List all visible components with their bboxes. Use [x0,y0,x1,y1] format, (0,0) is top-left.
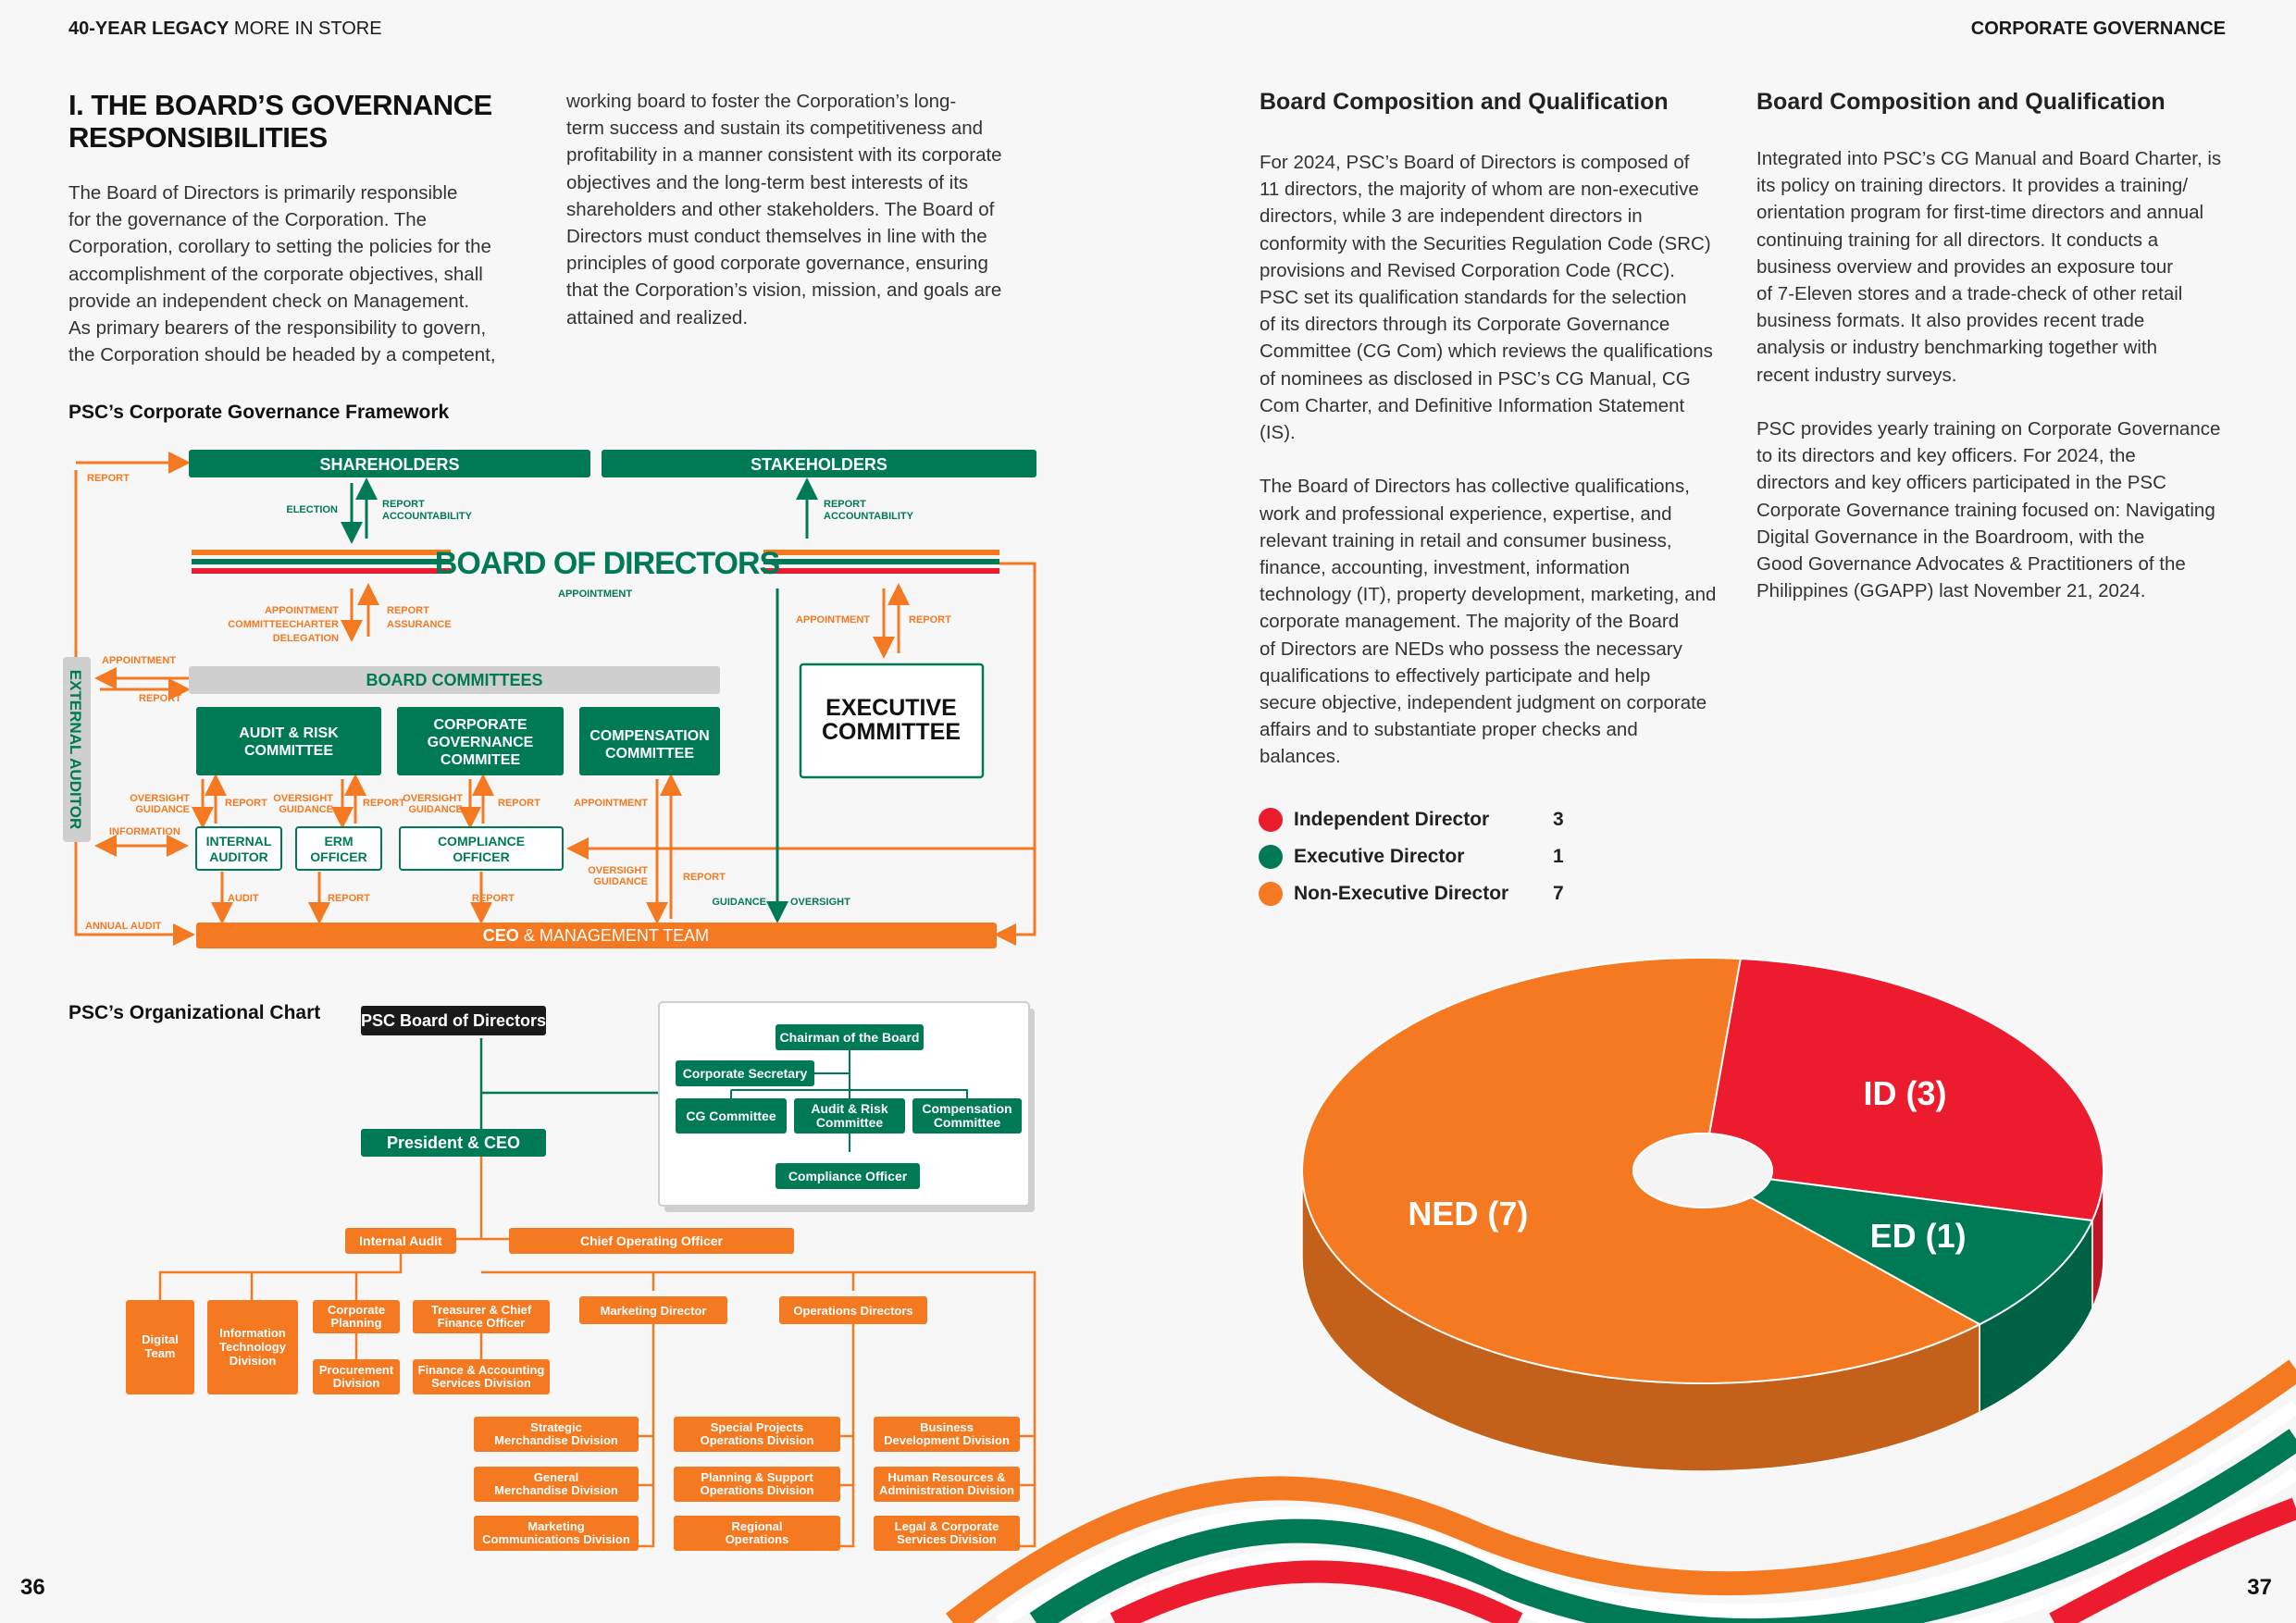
body-line: affairs and to substantiate proper checks and [1260,719,1638,741]
intro-line: objectives and the long-term best interests of its [566,171,969,193]
audit-risk-org-label: Audit & Risk [811,1101,888,1116]
body-line: qualifications to effectively participate and help [1260,664,1651,687]
report-label: REPORT [363,798,405,809]
oversight-guidance-label: OVERSIGHT [403,793,463,804]
it-division-label: Information [219,1326,286,1340]
body-line: Com Charter, and Definitive Information Statement [1260,394,1685,416]
internal-audit-label: Internal Audit [359,1233,442,1248]
body-line: its policy on training directors. It provides a training/ [1756,175,2189,197]
body-spacer [1756,389,2256,415]
appt-charter-label: DELEGATION [272,633,339,644]
planning-support-label: Planning & Support [701,1470,813,1484]
coo-label: Chief Operating Officer [579,1233,724,1248]
body-line: directors and key officers participated in the PSC [1756,472,2166,494]
intro-line: As primary bearers of the responsibility to govern, [68,317,487,340]
intro-column-1 [68,180,531,368]
compliance-officer-label: OFFICER [453,849,510,864]
legal-corp-label: Legal & Corporate [894,1519,999,1533]
pie-slice-label: ID (3) [1863,1074,1947,1113]
legend-value: 7 [1553,883,1564,904]
report-accountability-label: ACCOUNTABILITY [824,511,913,522]
legend-label: Independent Director [1294,809,1490,830]
right-col2-body [1756,145,2256,604]
report-label: REPORT [909,614,951,626]
intro-line: shareholders and other stakeholders. The Board of [566,198,995,220]
oversight-guidance-label: GUIDANCE [135,804,190,815]
body-line: of Directors are NEDs who possess the necessary [1260,638,1682,660]
compliance-officer-label: COMPLIANCE [437,834,526,849]
intro-line: profitability in a manner consistent with its corporate [566,144,1002,167]
planning-support-label: Operations Division [700,1483,814,1497]
pie-slice-label: NED (7) [1408,1194,1529,1233]
body-line: work and professional experience, expertise, and [1260,502,1672,525]
body-line: The Board of Directors has collective qualifications, [1260,476,1690,498]
body-line: of 7-Eleven stores and a trade-check of other retail [1756,283,2183,305]
legend-swatch-orange [1259,882,1283,906]
audit-label: AUDIT [228,893,259,904]
pie-hole [1633,1134,1772,1208]
board-of-directors-label: BOARD OF DIRECTORS [434,546,780,581]
intro-line: Directors must conduct themselves in line with the [566,226,987,248]
body-line: recent industry surveys. [1756,364,1957,386]
body-line: analysis or industry benchmarking together with [1756,337,2157,359]
body-line: Corporate Governance training focused on: Navigating [1756,499,2215,521]
treasurer-label: Finance Officer [437,1316,526,1330]
president-ceo-label: President & CEO [386,1134,521,1152]
oversight-guidance-label: GUIDANCE [408,804,463,815]
audit-risk-committee-box [196,707,381,775]
oversight-guidance-label: GUIDANCE [279,804,333,815]
chart-legend [1259,801,1564,912]
erm-officer-label: OFFICER [310,849,367,864]
report-label: REPORT [472,893,515,904]
psc-board-label: PSC Board of Directors [360,1011,547,1030]
oversight-guidance-label: OVERSIGHT [588,865,648,876]
body-line: PSC provides yearly training on Corporate Governance [1756,418,2221,440]
body-line: continuing training for all directors. It conducts a [1756,229,2159,251]
external-auditor-label: EXTERNAL AUDITOR [67,669,84,830]
legend-item-independent [1259,801,1564,838]
cg-committee-label: COMMITEE [440,752,521,768]
intro-line: for the governance of the Corporation. The [68,209,428,231]
body-line: technology (IT), property development, marketing, and [1260,584,1717,606]
digital-team-label: Digital [142,1332,179,1346]
election-label: ELECTION [286,504,338,515]
information-label: INFORMATION [109,826,180,837]
body-line: corporate management. The majority of the Board [1260,611,1680,633]
intro-line: principles of good corporate governance, ensuring [566,253,988,275]
report-label: REPORT [328,893,370,904]
cg-committee-org-label: CG Committee [686,1109,776,1123]
oversight-guidance-label: OVERSIGHT [130,793,190,804]
legend-label: Executive Director [1294,846,1465,867]
body-line: of its directors through its Corporate Governance [1260,314,1670,336]
ceo-management-label [483,926,709,945]
body-line: Digital Governance in the Boardroom, with the [1756,526,2145,548]
body-line: business overview and provides an exposure tour [1756,255,2174,278]
report-assurance-label: REPORT [387,605,429,616]
body-line: relevant training in retail and consumer business, [1260,529,1672,551]
legend-label: Non-Executive Director [1294,883,1509,904]
body-line: For 2024, PSC’s Board of Directors is composed of [1260,152,1690,173]
report-label: REPORT [225,798,267,809]
internal-auditor-label: INTERNAL [205,834,272,849]
running-header-right: CORPORATE GOVERNANCE [1970,19,2226,39]
marketing-comm-label: Communications Division [482,1532,630,1546]
body-line: balances. [1260,746,1341,768]
compensation-org-label: Compensation [922,1101,1012,1116]
regional-ops-label: Operations [725,1532,789,1546]
body-line: to its directors and key officers. For 2024, the [1756,445,2136,467]
page-number-right: 37 [2247,1575,2272,1600]
marketing-comm-label: Marketing [527,1519,585,1533]
body-line: finance, accounting, investment, information [1260,557,1630,579]
report-accountability-label: REPORT [382,499,425,510]
running-header-left [68,19,382,40]
body-line: Philippines (GGAPP) last November 21, 2024. [1756,580,2146,602]
corp-secretary-label: Corporate Secretary [682,1066,808,1081]
treasurer-label: Treasurer & Chief [430,1303,532,1317]
general-merch-label: Merchandise Division [494,1483,618,1497]
section-title [68,89,492,154]
legend-swatch-green [1259,845,1283,869]
procurement-label: Procurement [318,1363,394,1377]
compensation-label: COMPENSATION [590,728,710,744]
compensation-label: COMMITTEE [605,746,694,762]
body-line: 11 directors, the majority of whom are non-executive [1260,179,1699,201]
legend-item-executive [1259,838,1564,875]
intro-line: the Corporation should be headed by a competent, [68,344,496,366]
it-division-label: Division [229,1354,277,1368]
report-label: REPORT [139,693,181,704]
intro-column-2 [566,88,1048,331]
digital-team-label: Team [144,1346,176,1360]
appointment-label: APPOINTMENT [795,614,870,626]
oversight-guidance-label: OVERSIGHT [273,793,333,804]
framework-title: PSC’s Corporate Governance Framework [68,402,450,423]
business-dev-label: Development Division [884,1433,1010,1447]
body-line: (IS). [1260,422,1296,444]
body-line: secure objective, independent judgment on corporate [1260,692,1707,714]
executive-committee-label: EXECUTIVE [825,695,957,721]
audit-risk-org-label: Committee [815,1115,884,1130]
body-line: PSC set its qualification standards for the selection [1260,287,1687,309]
strategic-merch-label: Strategic [530,1420,582,1434]
legend-value: 1 [1553,846,1564,867]
report-assurance-label: ASSURANCE [387,619,452,630]
intro-line: term success and sustain its competitiveness and [566,118,984,140]
right-col1-body [1260,149,1750,771]
report-label: REPORT [87,473,130,484]
intro-line: The Board of Directors is primarily responsible [68,182,458,204]
report-accountability-label: REPORT [824,499,866,510]
right-col1-title: Board Composition and Qualification [1260,89,1669,115]
organizational-chart [0,995,1064,1568]
general-merch-label: General [533,1470,579,1484]
management-team-label: & MANAGEMENT TEAM [518,926,710,945]
guidance-label: GUIDANCE [712,897,766,908]
hr-admin-label: Human Resources & [887,1470,1006,1484]
stakeholders-label: STAKEHOLDERS [751,455,887,474]
legend-value: 3 [1553,809,1564,830]
body-line: directors, while 3 are independent directors in [1260,205,1643,228]
regional-ops-label: Regional [731,1519,783,1533]
corp-planning-label: Planning [330,1316,382,1330]
procurement-label: Division [332,1376,380,1390]
intro-line: that the Corporation’s vision, mission, and goals are [566,279,1002,302]
compliance-officer-org-label: Compliance Officer [788,1169,908,1183]
body-line: business formats. It also provides recent trade [1756,310,2145,332]
section-title-line2: RESPONSIBILITIES [68,121,328,154]
board-committees-label: BOARD COMMITTEES [366,671,543,689]
appointment-label: APPOINTMENT [558,588,633,600]
executive-committee-label: COMMITTEE [822,719,961,745]
appt-charter-label: COMMITTEECHARTER [228,619,339,630]
oversight-guidance-label: GUIDANCE [593,876,648,887]
cg-committee-label: CORPORATE [433,717,527,733]
intro-line: provide an independent check on Management. [68,290,470,312]
body-line: Integrated into PSC’s CG Manual and Board Charter, is [1756,148,2222,169]
cg-committee-label: GOVERNANCE [427,735,534,750]
operations-directors-label: Operations Directors [793,1304,913,1318]
header-more-in-store: MORE IN STORE [229,19,382,39]
strategic-merch-label: Merchandise Division [494,1433,618,1447]
body-line: of nominees as disclosed in PSC’s CG Manual, CG [1260,367,1691,390]
legend-swatch-red [1259,808,1283,832]
body-line: Good Governance Advocates & Practitioners of the [1756,553,2186,576]
report-label: REPORT [498,798,540,809]
special-projects-label: Special Projects [710,1420,804,1434]
chairman-label: Chairman of the Board [779,1030,920,1045]
it-division-label: Technology [219,1340,286,1354]
org-chart-title: PSC’s Organizational Chart [68,1002,321,1023]
audit-risk-label: COMMITTEE [244,743,333,759]
board-stripes-left [192,550,451,574]
finance-accounting-label: Services Division [431,1376,531,1390]
report-accountability-label: ACCOUNTABILITY [382,511,472,522]
legend-item-non-executive [1259,875,1564,912]
corp-planning-label: Corporate [327,1303,386,1317]
intro-line: working board to foster the Corporation’s long- [566,91,957,112]
oversight-label: OVERSIGHT [790,897,850,908]
internal-auditor-label: AUDITOR [209,849,268,864]
business-dev-label: Business [920,1420,974,1434]
ceo-label: CEO [482,926,519,945]
erm-officer-label: ERM [324,834,354,849]
audit-risk-label: AUDIT & RISK [239,725,339,741]
special-projects-label: Operations Division [700,1433,814,1447]
body-line: orientation program for first-time directors and annual [1756,202,2204,224]
intro-line: attained and realized. [566,306,749,328]
pie-slice-label: ED (1) [1869,1217,1967,1256]
right-col2-title: Board Composition and Qualification [1756,89,2166,115]
body-line: conformity with the Securities Regulation Code (SRC) [1260,232,1711,254]
intro-line: Corporation, corollary to setting the policies for the [68,236,491,258]
marketing-director-label: Marketing Director [600,1304,707,1318]
header-legacy: 40-YEAR LEGACY [68,19,230,39]
page-number-left: 36 [20,1575,45,1600]
intro-line: accomplishment of the corporate objectives, shall [68,263,483,285]
board-composition-pie-chart [1296,935,2147,1471]
board-stripes-right [763,550,999,574]
appointment-label: APPOINTMENT [102,655,177,666]
finance-accounting-label: Finance & Accounting [417,1363,545,1377]
body-spacer [1260,446,1750,473]
governance-framework-diagram [0,435,1064,962]
section-title-line1: I. THE BOARD’S GOVERNANCE [68,89,492,121]
annual-audit-label: ANNUAL AUDIT [85,921,162,932]
compensation-org-label: Committee [933,1115,1001,1130]
appt-charter-label: APPOINTMENT [264,605,339,616]
body-line: provisions and Revised Corporation Code (RCC). [1260,259,1675,281]
appointment-label: APPOINTMENT [573,798,648,809]
legal-corp-label: Services Division [897,1532,997,1546]
report-label: REPORT [683,872,726,883]
hr-admin-label: Administration Division [879,1483,1014,1497]
body-line: Committee (CG Com) which reviews the qualifications [1260,341,1713,363]
shareholders-label: SHAREHOLDERS [319,455,460,474]
